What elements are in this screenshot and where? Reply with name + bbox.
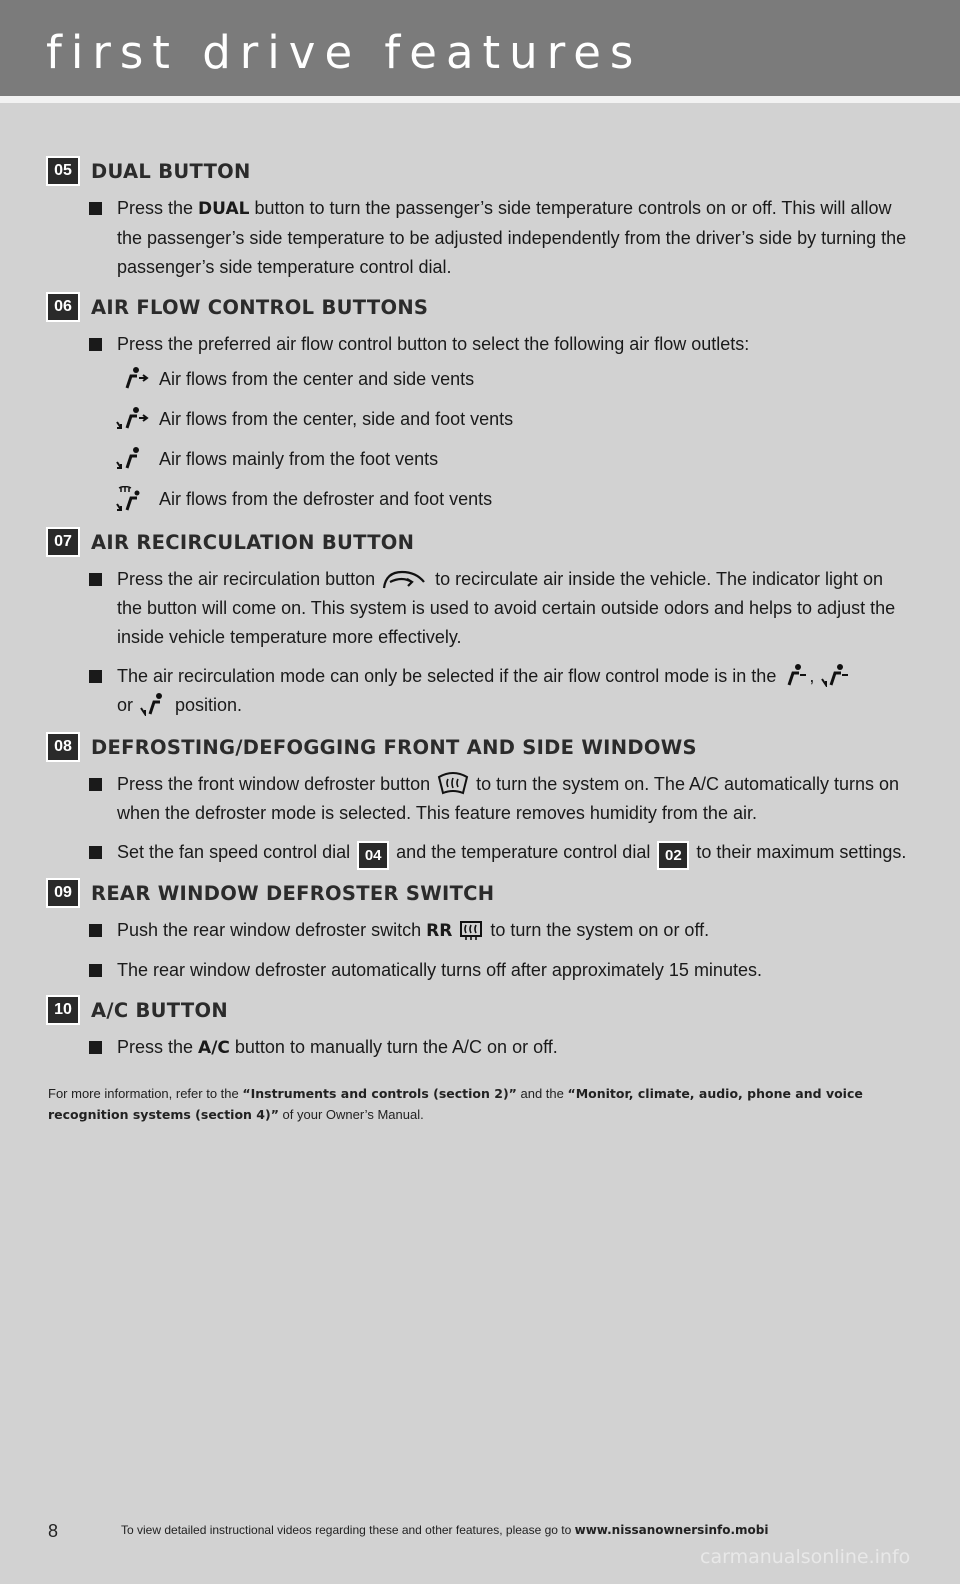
flow-text: Air flows from the center and side vents	[159, 369, 475, 389]
vent-foot-icon	[821, 663, 849, 687]
footer-text: To view detailed instructional videos regarding these and other features, please go to www.nissanownersinfo.mobi	[121, 1523, 769, 1537]
flow-text: Air flows from the center, side and foot vents	[159, 409, 514, 429]
section-title: AIR FLOW CONTROL BUTTONS	[91, 296, 429, 319]
flow-text: Air flows from the defroster and foot vents	[159, 489, 493, 509]
section-badge: 07	[48, 529, 78, 555]
section-title: A/C BUTTON	[91, 999, 228, 1022]
bullet-item: Press the front window defroster button to turn the system on. The A/C automatically turns on when the defroster mode is selected. This feature removes humidity from the air.	[117, 770, 912, 828]
section-09-heading	[48, 876, 960, 910]
bullet-item: Push the rear window defroster switch RR to turn the system on or off.	[117, 916, 912, 946]
section-06-heading	[48, 290, 960, 324]
section-05-heading	[48, 154, 960, 188]
foot-icon	[115, 446, 149, 472]
section-title: DEFROSTING/DEFOGGING FRONT AND SIDE WINDOWS	[91, 736, 697, 759]
flow-text: Air flows mainly from the foot vents	[159, 449, 439, 469]
bullet-item: The rear window defroster automatically turns off after approximately 15 minutes.	[117, 956, 912, 985]
header-divider	[0, 96, 960, 103]
flow-item-foot	[115, 439, 960, 479]
flow-item-vent-foot	[115, 399, 960, 439]
content	[0, 148, 960, 1125]
ref-badge: 02	[659, 843, 687, 868]
bullet-item: Press the DUAL button to turn the passenger’s side temperature controls on or off. This will allow the passenger’s side temperature to be adjusted independently from the driver’s side by turning the passenger’s side temperature control dial.	[117, 194, 912, 282]
bullet-item: Press the A/C button to manually turn the A/C on or off.	[117, 1033, 912, 1063]
section-badge: 06	[48, 294, 78, 320]
bullet-item: The air recirculation mode can only be selected if the air flow control mode is in the , or position.	[117, 662, 912, 720]
flow-item-defrost-foot	[115, 479, 960, 519]
bullet-item: Set the fan speed control dial 04 and the temperature control dial 02 to their maximum settings.	[117, 838, 912, 868]
rear-defrost-icon	[459, 919, 483, 941]
section-badge: 09	[48, 880, 78, 906]
section-badge: 08	[48, 734, 78, 760]
section-10-heading	[48, 993, 960, 1027]
flow-item-vent	[115, 359, 960, 399]
vent-icon	[783, 663, 807, 687]
section-badge: 10	[48, 997, 78, 1023]
section-07-heading	[48, 525, 960, 559]
section-badge: 05	[48, 158, 78, 184]
section-title: DUAL BUTTON	[91, 160, 251, 183]
bullet-item: Press the air recirculation button to recirculate air inside the vehicle. The indicator light on the button will come on. This system is used to avoid certain outside odors and helps to adjust the inside vehicle temperature more effectively.	[117, 565, 912, 652]
defrost-foot-icon	[115, 486, 149, 512]
recirculation-icon	[382, 568, 428, 590]
section-title: AIR RECIRCULATION BUTTON	[91, 531, 415, 554]
vent-icon	[115, 366, 149, 392]
footer-url: www.nissanownersinfo.mobi	[574, 1523, 769, 1537]
vent-foot-icon	[115, 406, 149, 432]
section-title: REAR WINDOW DEFROSTER SWITCH	[91, 882, 495, 905]
bullet-item: Press the preferred air flow control button to select the following air flow outlets:	[117, 330, 912, 359]
foot-icon	[140, 692, 168, 716]
ref-badge: 04	[359, 843, 387, 868]
page-title: first drive features	[46, 26, 643, 79]
front-defrost-icon	[437, 771, 469, 795]
watermark: carmanualsonline.info	[700, 1546, 911, 1568]
footnote: For more information, refer to the “Instruments and controls (section 2)” and the “Monitor, climate, audio, phone and voice recognition systems (section 4)” of your Owner’s Manual.	[48, 1086, 863, 1122]
page-number: 8	[48, 1521, 59, 1541]
section-08-heading	[48, 730, 960, 764]
